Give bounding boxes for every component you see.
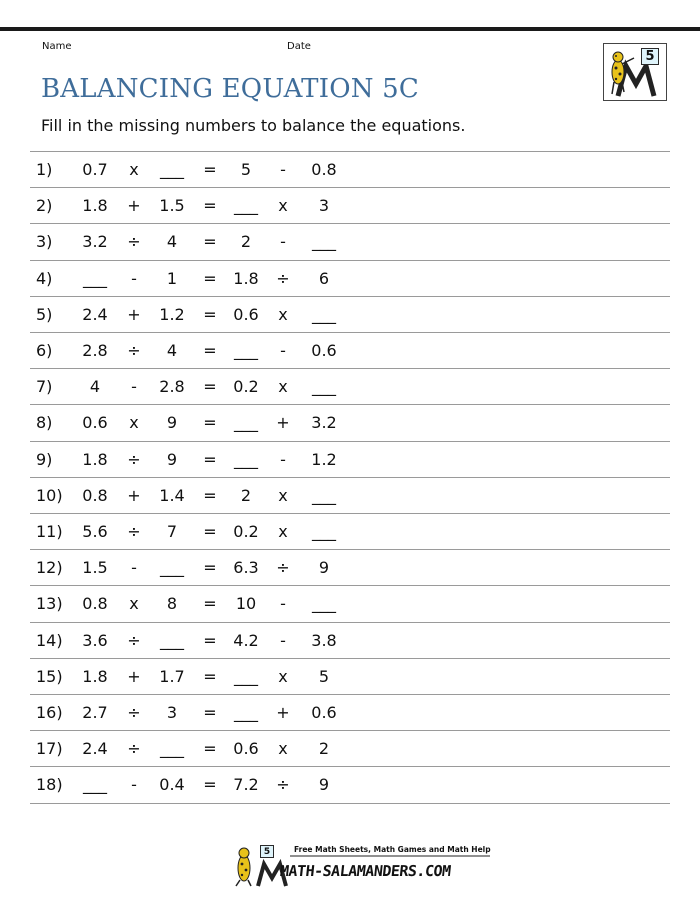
term-a: 1.8 xyxy=(82,449,108,469)
term-b: 1 xyxy=(166,268,178,288)
answer-blank[interactable]: ___ xyxy=(83,268,107,288)
problem-row xyxy=(30,694,670,730)
term-a: 1.5 xyxy=(82,558,108,578)
equals-sign: = xyxy=(203,739,217,759)
operator-right: - xyxy=(280,630,286,650)
answer-blank[interactable]: ___ xyxy=(234,413,258,433)
equals-sign: = xyxy=(203,196,217,216)
term-a: 1.8 xyxy=(82,666,108,686)
answer-blank[interactable]: ___ xyxy=(160,739,184,759)
operator-right: x xyxy=(278,196,288,216)
term-b: 0.4 xyxy=(159,775,185,795)
operator-right: x xyxy=(278,666,288,686)
term-d: 5 xyxy=(318,666,330,686)
footer-grade-badge: 5 xyxy=(260,845,274,858)
answer-blank[interactable]: ___ xyxy=(234,703,258,722)
problem-row xyxy=(30,296,670,332)
term-b: 3 xyxy=(166,703,178,722)
page-title: BALANCING EQUATION 5C xyxy=(41,74,419,104)
term-d: 9 xyxy=(318,775,330,795)
problem-row xyxy=(30,368,670,404)
operator-right: - xyxy=(280,232,286,252)
term-d: 1.2 xyxy=(311,449,337,469)
term-a: 2.8 xyxy=(82,341,108,360)
problem-number: 12) xyxy=(36,558,63,578)
term-a: 0.7 xyxy=(82,160,108,179)
answer-blank[interactable]: ___ xyxy=(160,558,184,578)
term-d: 6 xyxy=(318,268,330,288)
problem-row xyxy=(30,549,670,585)
answer-blank[interactable]: ___ xyxy=(312,377,336,397)
answer-blank[interactable]: ___ xyxy=(312,304,336,324)
term-b: 9 xyxy=(166,413,178,433)
answer-blank[interactable]: ___ xyxy=(234,341,258,360)
operator-left: ÷ xyxy=(127,232,141,252)
equals-sign: = xyxy=(203,594,217,614)
term-a: 1.8 xyxy=(82,196,108,216)
term-d: 2 xyxy=(318,739,330,759)
operator-right: x xyxy=(278,739,288,759)
term-c: 10 xyxy=(235,594,257,614)
problem-row xyxy=(30,622,670,658)
answer-blank[interactable]: ___ xyxy=(83,775,107,795)
answer-blank[interactable]: ___ xyxy=(234,449,258,469)
operator-right: ÷ xyxy=(276,775,290,795)
answer-blank[interactable]: ___ xyxy=(234,666,258,686)
operator-left: ÷ xyxy=(127,703,141,722)
term-c: 0.6 xyxy=(233,304,259,324)
equals-sign: = xyxy=(203,449,217,469)
term-b: 1.4 xyxy=(159,485,185,505)
term-b: 1.7 xyxy=(159,666,185,686)
footer-tagline: Free Math Sheets, Math Games and Math Help xyxy=(294,845,491,854)
term-a: 0.8 xyxy=(82,594,108,614)
answer-blank[interactable]: ___ xyxy=(312,522,336,541)
problem-row xyxy=(30,260,670,296)
problem-number: 16) xyxy=(36,703,63,722)
problem-number: 13) xyxy=(36,594,63,614)
footer-site-name: MATH-SALAMANDERS.COM xyxy=(279,862,452,880)
equals-sign: = xyxy=(203,775,217,795)
term-c: 0.2 xyxy=(233,522,259,541)
operator-right: + xyxy=(276,413,290,433)
answer-blank[interactable]: ___ xyxy=(312,594,336,614)
problem-row xyxy=(30,223,670,259)
problem-number: 4) xyxy=(36,268,53,288)
term-a: 2.7 xyxy=(82,703,108,722)
answer-blank[interactable]: ___ xyxy=(160,160,184,179)
operator-left: x xyxy=(129,413,139,433)
equals-sign: = xyxy=(203,268,217,288)
term-b: 4 xyxy=(166,232,178,252)
problem-row xyxy=(30,585,670,621)
problem-number: 6) xyxy=(36,341,53,360)
operator-left: - xyxy=(131,775,137,795)
term-d: 9 xyxy=(318,558,330,578)
term-c: 5 xyxy=(240,160,252,179)
problem-row xyxy=(30,658,670,694)
problem-number: 3) xyxy=(36,232,53,252)
row-divider xyxy=(30,803,670,804)
operator-left: ÷ xyxy=(127,449,141,469)
problem-row xyxy=(30,766,670,802)
problem-number: 18) xyxy=(36,775,63,795)
term-b: 2.8 xyxy=(159,377,185,397)
problem-row xyxy=(30,441,670,477)
problem-number: 9) xyxy=(36,449,53,469)
problem-number: 8) xyxy=(36,413,53,433)
problem-number: 14) xyxy=(36,630,63,650)
term-d: 0.6 xyxy=(311,703,337,722)
problem-row xyxy=(30,730,670,766)
operator-left: x xyxy=(129,594,139,614)
term-b: 7 xyxy=(166,522,178,541)
term-b: 8 xyxy=(166,594,178,614)
term-a: 2.4 xyxy=(82,739,108,759)
term-b: 9 xyxy=(166,449,178,469)
operator-left: ÷ xyxy=(127,630,141,650)
instructions: Fill in the missing numbers to balance the equations. xyxy=(41,116,466,135)
term-a: 3.6 xyxy=(82,630,108,650)
name-label: Name xyxy=(42,41,72,52)
operator-left: + xyxy=(127,666,141,686)
equals-sign: = xyxy=(203,160,217,179)
term-c: 0.2 xyxy=(233,377,259,397)
equals-sign: = xyxy=(203,630,217,650)
equals-sign: = xyxy=(203,666,217,686)
term-a: 5.6 xyxy=(82,522,108,541)
problem-number: 15) xyxy=(36,666,63,686)
operator-left: - xyxy=(131,558,137,578)
operator-left: ÷ xyxy=(127,739,141,759)
equals-sign: = xyxy=(203,304,217,324)
operator-right: x xyxy=(278,377,288,397)
operator-left: + xyxy=(127,304,141,324)
equals-sign: = xyxy=(203,703,217,722)
equals-sign: = xyxy=(203,232,217,252)
operator-right: + xyxy=(276,703,290,722)
problem-number: 1) xyxy=(36,160,53,179)
term-c: 6.3 xyxy=(233,558,259,578)
equals-sign: = xyxy=(203,522,217,541)
equals-sign: = xyxy=(203,377,217,397)
problem-row xyxy=(30,404,670,440)
operator-right: ÷ xyxy=(276,268,290,288)
operator-left: + xyxy=(127,485,141,505)
term-a: 0.6 xyxy=(82,413,108,433)
term-a: 2.4 xyxy=(82,304,108,324)
term-d: 3 xyxy=(318,196,330,216)
problem-row xyxy=(30,513,670,549)
answer-blank[interactable]: ___ xyxy=(312,485,336,505)
top-rule xyxy=(0,27,700,31)
logo-grade-badge: 5 xyxy=(641,48,659,65)
operator-left: ÷ xyxy=(127,522,141,541)
answer-blank[interactable]: ___ xyxy=(234,196,258,216)
problem-number: 10) xyxy=(36,485,63,505)
problem-row xyxy=(30,477,670,513)
problem-row xyxy=(30,332,670,368)
operator-left: - xyxy=(131,377,137,397)
problem-number: 17) xyxy=(36,739,63,759)
term-b: 1.2 xyxy=(159,304,185,324)
operator-right: - xyxy=(280,449,286,469)
term-b: 4 xyxy=(166,341,178,360)
term-d: 3.2 xyxy=(311,413,337,433)
salamander-logo xyxy=(603,43,667,101)
date-label: Date xyxy=(287,41,311,52)
problem-number: 7) xyxy=(36,377,53,397)
operator-right: x xyxy=(278,522,288,541)
equals-sign: = xyxy=(203,413,217,433)
term-c: 4.2 xyxy=(233,630,259,650)
problem-number: 11) xyxy=(36,522,63,541)
operator-left: - xyxy=(131,268,137,288)
term-a: 4 xyxy=(89,377,101,397)
term-c: 0.6 xyxy=(233,739,259,759)
term-a: 3.2 xyxy=(82,232,108,252)
term-d: 3.8 xyxy=(311,630,337,650)
operator-right: x xyxy=(278,485,288,505)
problem-row xyxy=(30,151,670,187)
term-b: 1.5 xyxy=(159,196,185,216)
operator-right: - xyxy=(280,594,286,614)
answer-blank[interactable]: ___ xyxy=(312,232,336,252)
problem-number: 2) xyxy=(36,196,53,216)
term-d: 0.6 xyxy=(311,341,337,360)
operator-right: ÷ xyxy=(276,558,290,578)
problem-number: 5) xyxy=(36,304,53,324)
equals-sign: = xyxy=(203,341,217,360)
problem-row xyxy=(30,187,670,223)
operator-right: x xyxy=(278,304,288,324)
term-c: 2 xyxy=(240,485,252,505)
operator-left: + xyxy=(127,196,141,216)
term-d: 0.8 xyxy=(311,160,337,179)
operator-left: ÷ xyxy=(127,341,141,360)
term-c: 2 xyxy=(240,232,252,252)
operator-left: x xyxy=(129,160,139,179)
term-c: 1.8 xyxy=(233,268,259,288)
operator-right: - xyxy=(280,160,286,179)
answer-blank[interactable]: ___ xyxy=(160,630,184,650)
equals-sign: = xyxy=(203,485,217,505)
equals-sign: = xyxy=(203,558,217,578)
term-a: 0.8 xyxy=(82,485,108,505)
operator-right: - xyxy=(280,341,286,360)
footer-logo xyxy=(228,842,498,888)
term-c: 7.2 xyxy=(233,775,259,795)
